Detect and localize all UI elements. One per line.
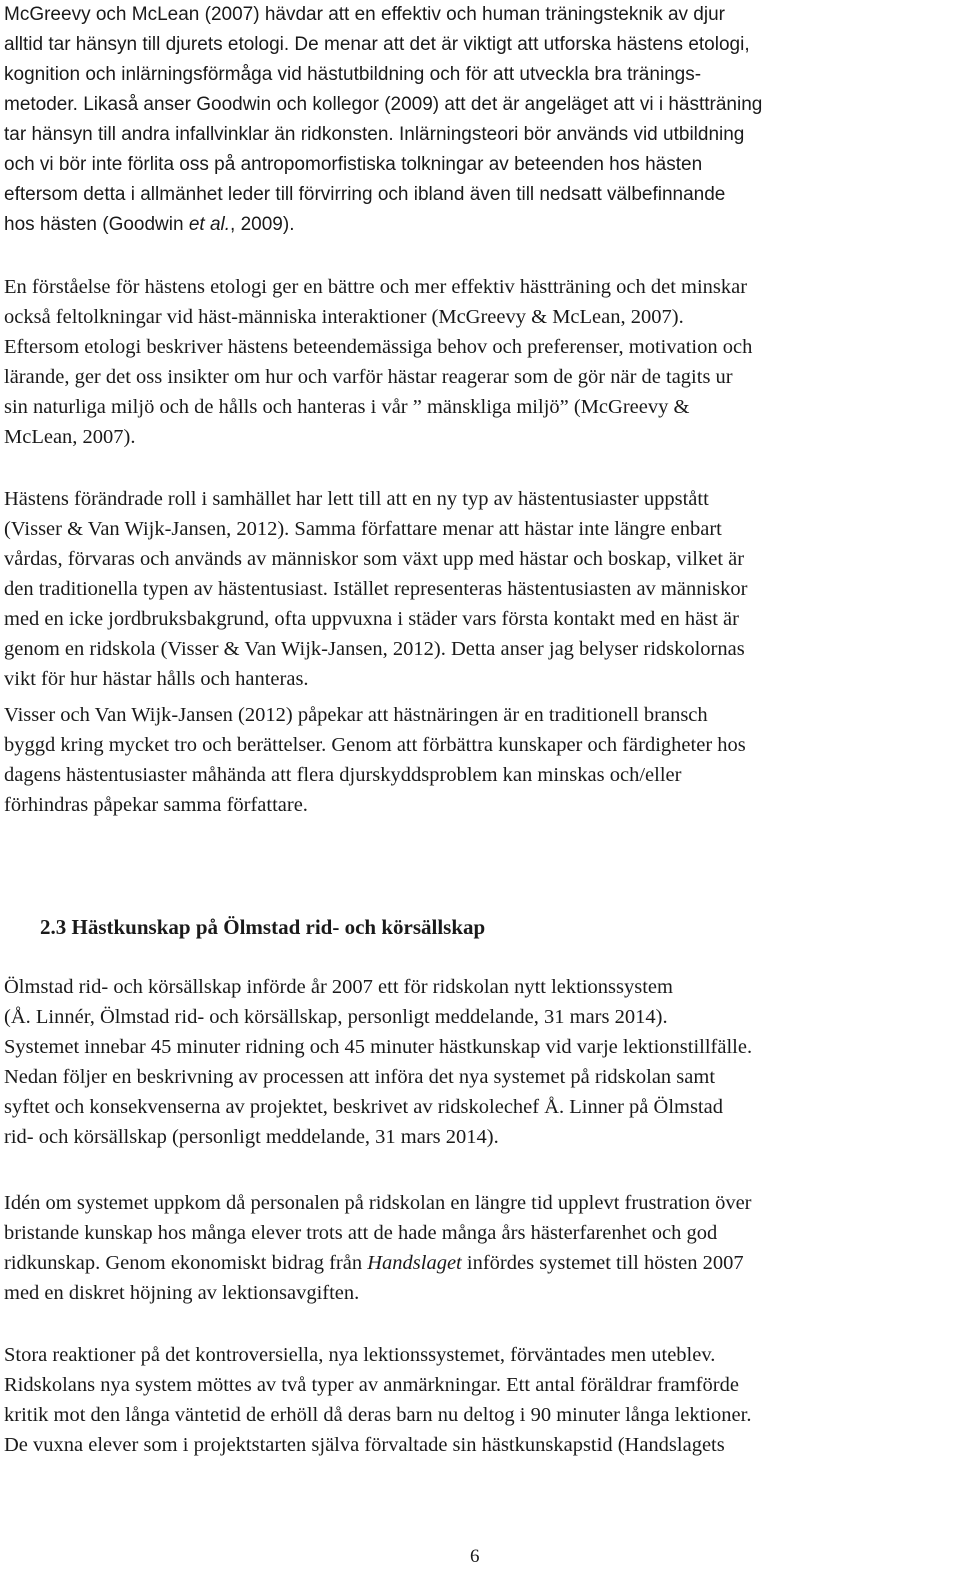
paragraph-line: Ölmstad rid- och körsällskap införde år 2007 ett för ridskolan nytt lektionssystem [4, 976, 673, 998]
paragraph-line: Visser och Van Wijk-Jansen (2012) påpekar att hästnäringen är en traditionell bransch [4, 704, 708, 726]
paragraph-line: förhindras påpekar samma författare. [4, 794, 308, 816]
paragraph-line: kognition och inlärningsförmåga vid hästutbildning och för att utveckla bra tränings- [4, 64, 702, 85]
paragraph-line: vikt för hur hästar hålls och hanteras. [4, 668, 309, 690]
text-segment: , 2009). [230, 214, 295, 235]
section-heading: 2.3 Hästkunskap på Ölmstad rid- och körsällskap [40, 915, 486, 939]
paragraph-line: genom en ridskola (Visser & Van Wijk-Jansen, 2012). Detta anser jag belyser ridskolornas [4, 638, 745, 660]
paragraph-line: alltid tar hänsyn till djurets etologi. De menar att det är viktigt att utforska hästens etologi, [4, 34, 750, 55]
paragraph-line: Nedan följer en beskrivning av processen att införa det nya systemet på ridskolan samt [4, 1066, 716, 1088]
paragraph-line: dagens hästentusiaster måhända att flera djurskyddsproblem kan minskas och/eller [4, 764, 682, 786]
citation-italic: et al. [188, 214, 231, 235]
paragraph-4 [4, 700, 746, 820]
paragraph-line: den traditionella typen av hästentusiast. Istället representeras hästentusiasten av människor [4, 578, 748, 600]
organization-italic: Handslaget [367, 1252, 462, 1274]
paragraph-line: Ridskolans nya system möttes av två typer av anmärkningar. Ett antal föräldrar framförde [4, 1374, 739, 1396]
paragraph-line: bristande kunskap hos många elever trots att de hade många års hästerfarenhet och god [4, 1222, 718, 1244]
paragraph-line: (Visser & Van Wijk-Jansen, 2012). Samma författare menar att hästar inte längre enbart [4, 518, 722, 540]
paragraph-line: Systemet innebar 45 minuter ridning och 45 minuter hästkunskap vid varje lektionstillfälle. [4, 1036, 753, 1058]
paragraph-5 [4, 972, 752, 1152]
paragraph-3 [4, 484, 747, 694]
paragraph-line: McGreevy och McLean (2007) hävdar att en effektiv och human träningsteknik av djur [4, 4, 725, 25]
paragraph-line: metoder. Likaså anser Goodwin och kollegor (2009) att det är angeläget att vi i hästträning [4, 94, 763, 115]
paragraph-line: och vi bör inte förlita oss på antropomorfistiska tolkningar av beteenden hos hästen [4, 154, 703, 175]
paragraph-line: eftersom detta i allmänhet leder till förvirring och ibland även till nedsatt välbefinnande [4, 184, 726, 205]
paragraph-line: syftet och konsekvenserna av projektet, beskrivet av ridskolechef Å. Linner på Ölmstad [4, 1096, 723, 1118]
paragraph-7 [4, 1340, 751, 1460]
text-segment: hos hästen (Goodwin [4, 214, 189, 235]
paragraph-line: vårdas, förvaras och används av människor som växt upp med hästar och boskap, vilket är [4, 548, 745, 570]
paragraph-line [4, 210, 762, 240]
paragraph-line: byggd kring mycket tro och berättelser. Genom att förbättra kunskaper och färdigheter hos [4, 734, 746, 756]
page-number: 6 [470, 1546, 480, 1567]
paragraph-line: Idén om systemet uppkom då personalen på ridskolan en längre tid upplevt frustration över [4, 1192, 752, 1214]
paragraph-line: Eftersom etologi beskriver hästens beteendemässiga behov och preferenser, motivation och [4, 336, 753, 358]
paragraph-line: McLean, 2007). [4, 426, 136, 448]
paragraph-2 [4, 272, 752, 452]
paragraph-line: Hästens förändrade roll i samhället har lett till att en ny typ av hästentusiaster uppstått [4, 488, 709, 510]
paragraph-line: rid- och körsällskap (personligt meddelande, 31 mars 2014). [4, 1126, 499, 1148]
paragraph-6 [4, 1188, 752, 1308]
paragraph-1 [4, 0, 762, 240]
text-segment: infördes systemet till hösten 2007 [461, 1252, 744, 1274]
paragraph-line: De vuxna elever som i projektstarten själva förvaltade sin hästkunskapstid (Handslagets [4, 1434, 725, 1456]
paragraph-line: lärande, ger det oss insikter om hur och varför hästar reagerar som de gör när de tagits ur [4, 366, 733, 388]
paragraph-line: kritik mot den långa väntetid de erhöll då deras barn nu deltog i 90 minuter långa lektioner. [4, 1404, 752, 1426]
paragraph-line: med en diskret höjning av lektionsavgiften. [4, 1282, 360, 1304]
paragraph-line: En förståelse för hästens etologi ger en bättre och mer effektiv hästträning och det minskar [4, 276, 748, 298]
paragraph-line: (Å. Linnér, Ölmstad rid- och körsällskap, personligt meddelande, 31 mars 2014). [4, 1006, 668, 1028]
paragraph-line [4, 1248, 752, 1278]
paragraph-line: sin naturliga miljö och de hålls och hanteras i vår ” mänskliga miljö” (McGreevy & [4, 396, 690, 418]
paragraph-line: också feltolkningar vid häst-människa interaktioner (McGreevy & McLean, 2007). [4, 306, 684, 328]
text-segment: ridkunskap. Genom ekonomiskt bidrag från [4, 1252, 368, 1274]
paragraph-line: tar hänsyn till andra infallvinklar än ridkonsten. Inlärningsteori bör används vid utbildning [4, 124, 745, 145]
paragraph-line: med en icke jordbruksbakgrund, ofta uppvuxna i städer vars första kontakt med en häst är [4, 608, 739, 630]
paragraph-line: Stora reaktioner på det kontroversiella, nya lektionssystemet, förväntades men uteblev. [4, 1344, 716, 1366]
